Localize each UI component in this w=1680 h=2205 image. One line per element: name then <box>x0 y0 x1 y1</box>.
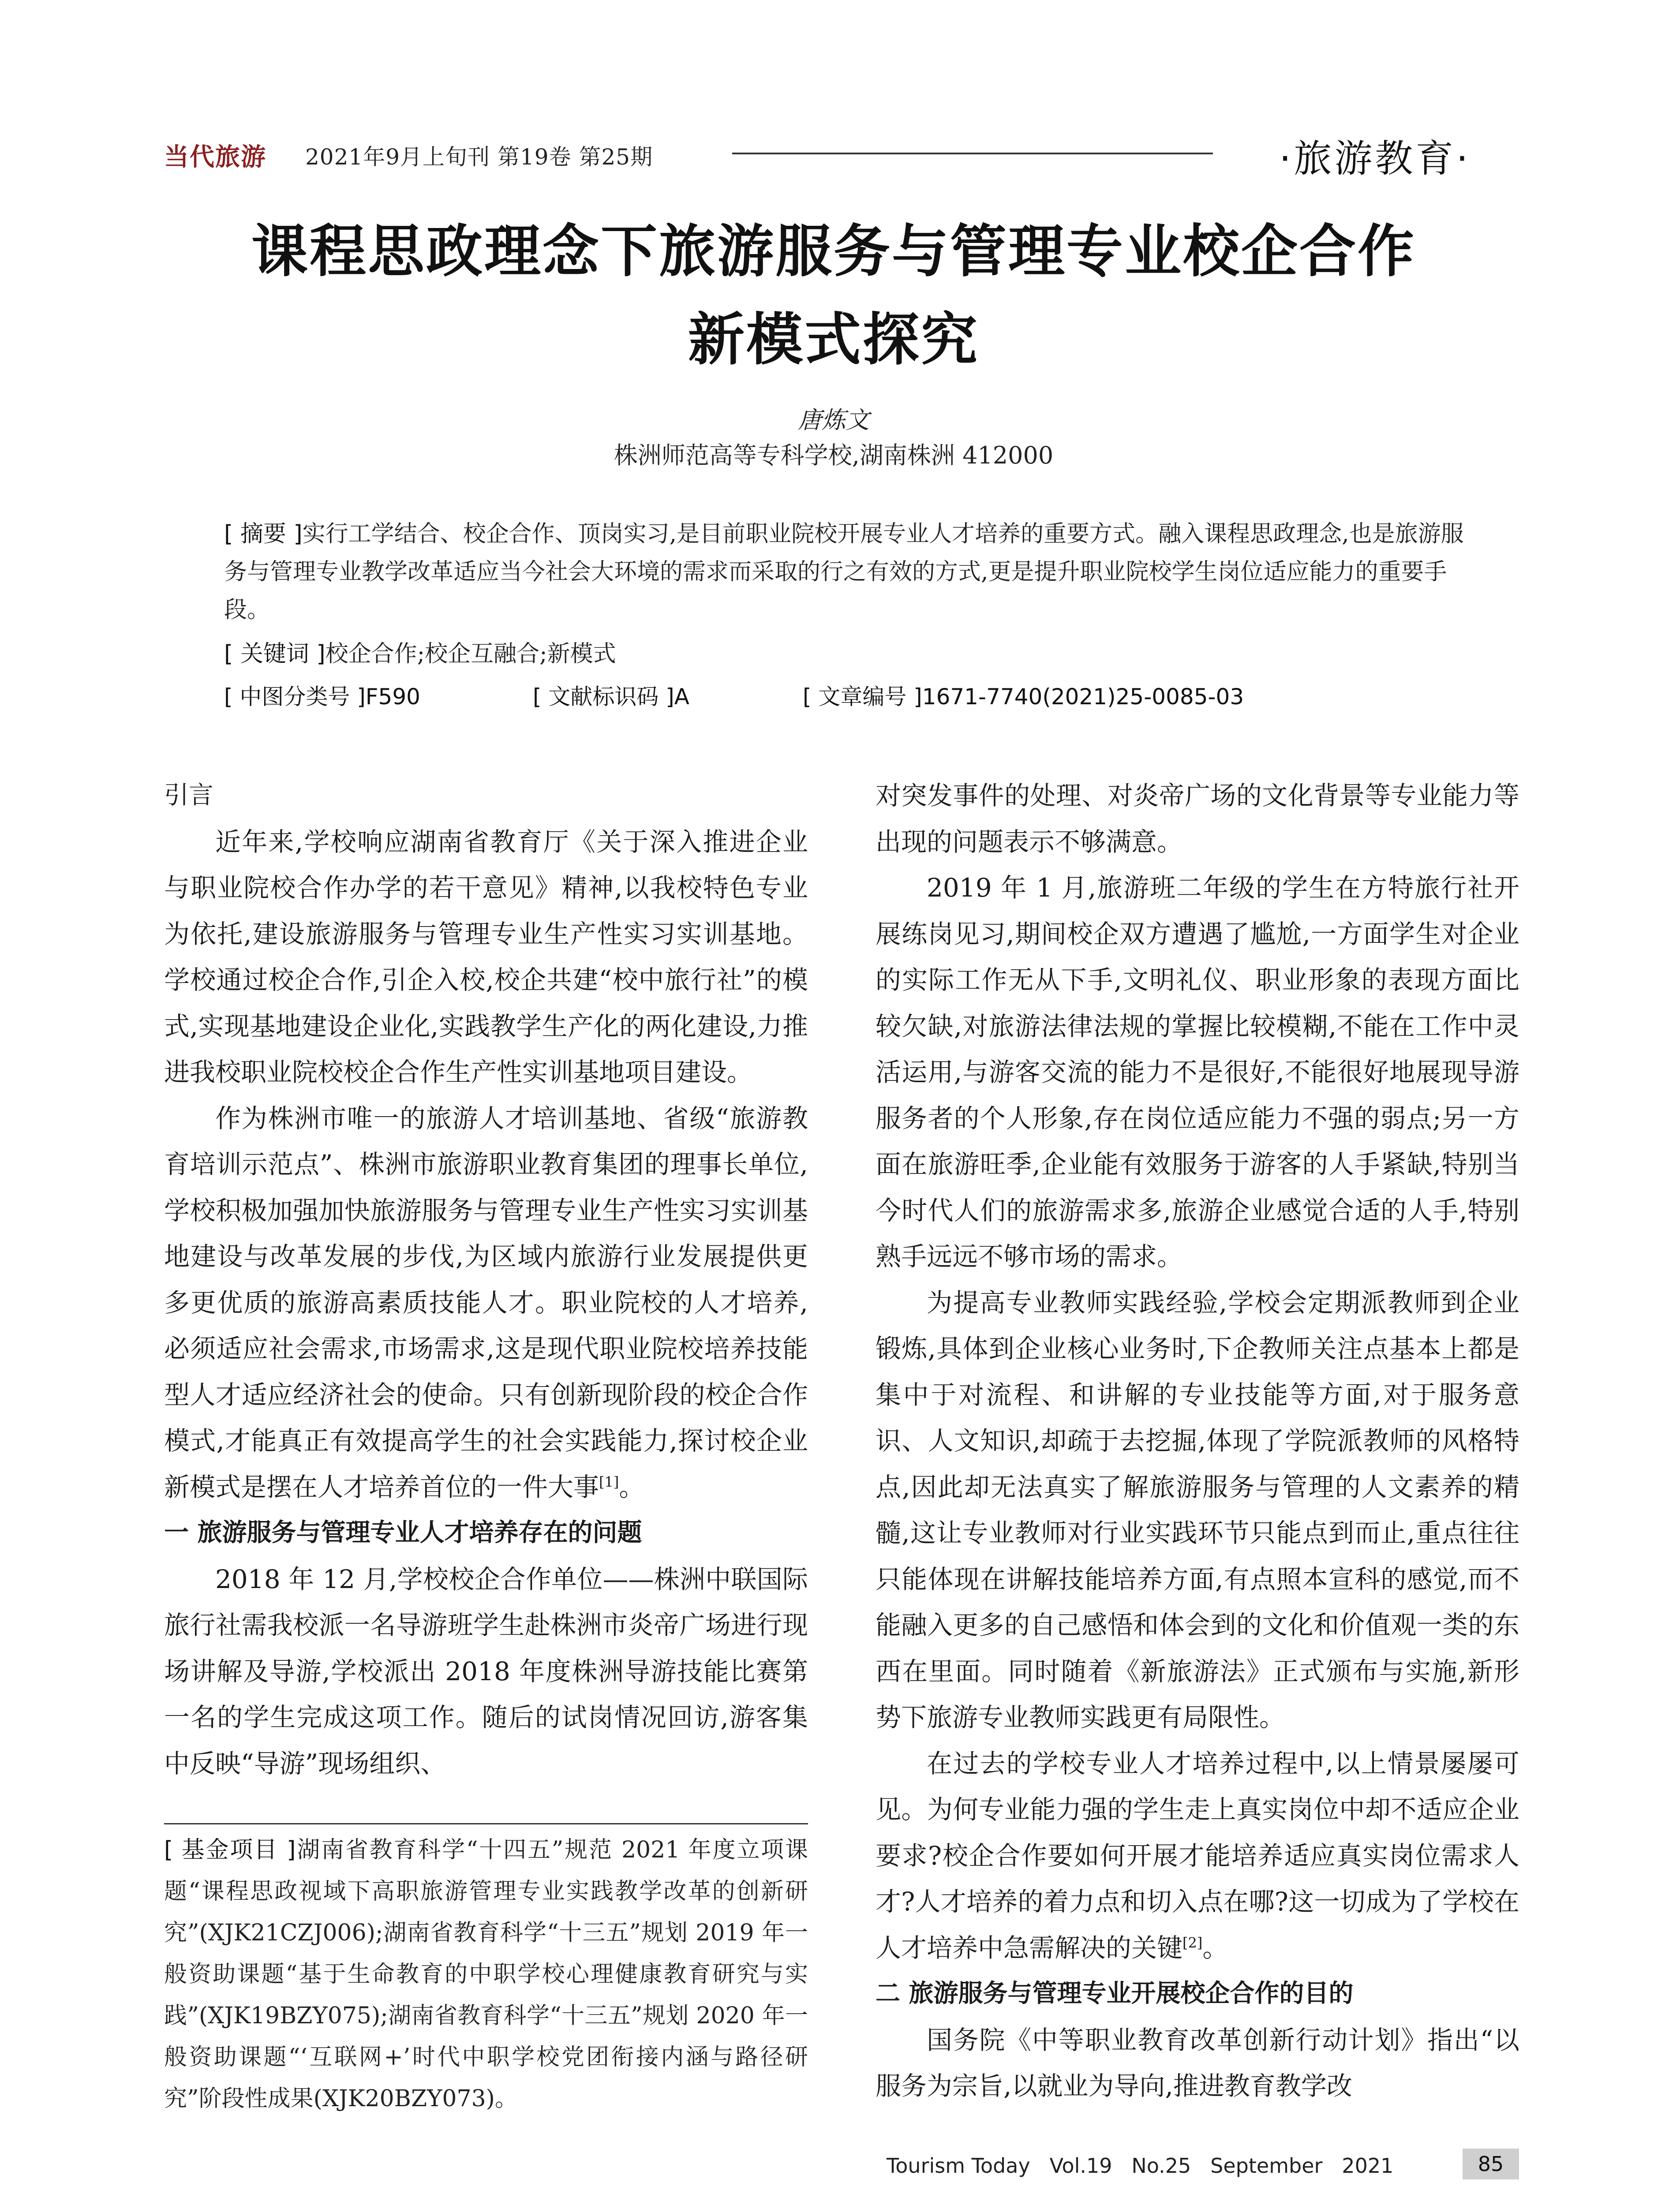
paragraph <box>876 1741 1519 1971</box>
paragraph: 为提高专业教师实践经验,学校会定期派教师到企业锻炼,具体到企业核心业务时,下企教师关注点基本上都是集中于对流程、和讲解的专业技能等方面,对于服务意识、人文知识,却疏于去挖掘,体现了学院派教师的风格特点,因此却无法真实了解旅游服务与管理的人文素养的精髓,这让专业教师对行业实践环节只能点到而止,重点往往只能体现在讲解技能培养方面,有点照本宣科的感觉,而不能融入更多的自己感悟和体会到的文化和价值观一类的东西在里面。同时随着《新旅游法》正式颁布与实施,新形势下旅游专业教师实践更有局限性。 <box>876 1287 1519 1732</box>
document-code: [ 文献标识码 ]A <box>533 684 690 710</box>
author-affiliation: 株洲师范高等专科学校,湖南株洲 412000 <box>614 441 1054 469</box>
title-line-1: 课程思政理念下旅游服务与管理专业校企合作 <box>251 218 1416 284</box>
intro-heading: 引言 <box>164 781 213 810</box>
article-title <box>132 207 1535 384</box>
header-rule <box>732 153 1213 154</box>
page-number: 85 <box>1463 2149 1519 2179</box>
paragraph: 2018 年 12 月,学校校企合作单位——株洲中联国际旅行社需我校派一名导游班学生赴株洲市炎帝广场进行现场讲解及导游,学校派出 2018 年度株洲导游技能比赛第一名的学生完成这项工作。随后的试岗情况回访,游客集中反映“导游”现场组织、 <box>164 1564 808 1779</box>
keywords <box>224 635 1477 673</box>
title-line-2: 新模式探究 <box>688 306 979 373</box>
footnote-rule <box>164 1823 808 1824</box>
abstract-tag: [ 摘要 ] <box>224 521 303 547</box>
issue-info: 2021年9月上旬刊 第19卷 第25期 <box>305 144 653 170</box>
right-column <box>876 773 1519 2109</box>
clc-number: [ 中图分类号 ]F590 <box>224 684 420 710</box>
keywords-text: 校企合作;校企互融合;新模式 <box>325 641 616 667</box>
fund-tag: [ 基金项目 ] <box>164 1837 296 1863</box>
keywords-tag: [ 关键词 ] <box>224 641 326 667</box>
paragraph <box>164 1095 808 1510</box>
paragraph: 近年来,学校响应湖南省教育厅《关于深入推进企业与职业院校合作办学的若干意见》精神,以我校特色专业为依托,建设旅游服务与管理专业生产性实习实训基地。学校通过校企合作,引企入校,校企共建“校中旅行社”的模式,实现基地建设企业化,实践教学生产化的两化建设,力推进我校职业院校校企合作生产性实训基地项目建设。 <box>164 826 808 1087</box>
paragraph-end: 。 <box>619 1472 645 1502</box>
section-heading-2: 二 旅游服务与管理专业开展校企合作的目的 <box>876 1979 1354 2008</box>
fund-text: 湖南省教育科学“十四五”规范 2021 年度立项课题“课程思政视域下高职旅游管理专业实践教学改革的创新研究”(XJK21CZJ006);湖南省教育科学“十三五”规划 2019 年一般资助课题“基于生命教育的中职学校心理健康教育研究与实践”(XJK19BZY075);湖南省教育科学“十三五”规划 2020 年一般资助课题“‘互联网+’时代中职学校党团衔接内涵与路径研究”阶段性成果(XJK20BZY073)。 <box>164 1837 808 2112</box>
section-heading-1: 一 旅游服务与管理专业人才培养存在的问题 <box>164 1518 642 1547</box>
journal-name: 当代旅游 <box>164 142 266 172</box>
citation-ref: [1] <box>599 1473 619 1491</box>
abstract <box>224 515 1477 629</box>
section-label: ·旅游教育· <box>1279 137 1471 181</box>
paragraph: 国务院《中等职业教育改革创新行动计划》指出“以服务为宗旨,以就业为导向,推进教育教学改 <box>876 2025 1519 2101</box>
paragraph: 2019 年 1 月,旅游班二年级的学生在方特旅行社开展练岗见习,期间校企双方遭遇了尴尬,一方面学生对企业的实际工作无从下手,文明礼仪、职业形象的表现方面比较欠缺,对旅游法律法规的掌握比较模糊,不能在工作中灵活运用,与游客交流的能力不是很好,不能很好地展现导游服务者的个人形象,存在岗位适应能力不强的弱点;另一方面在旅游旺季,企业能有效服务于游客的人手紧缺,特别当今时代人们的旅游需求多,旅游企业感觉合适的人手,特别熟手远远不够市场的需求。 <box>876 873 1519 1271</box>
left-column <box>164 773 808 1786</box>
footer-citation: Tourism Today Vol.19 No.25 September 2021 <box>887 2154 1394 2178</box>
paragraph-text: 作为株洲市唯一的旅游人才培训基地、省级“旅游教育培训示范点”、株洲市旅游职业教育集团的理事长单位,学校积极加强加快旅游服务与管理专业生产性实习实训基地建设与改革发展的步伐,为区域内旅游行业发展提供更多更优质的旅游高素质技能人才。职业院校的人才培养,必须适应社会需求,市场需求,这是现代职业院校培养技能型人才适应经济社会的使命。只有创新现阶段的校企合作模式,才能真正有效提高学生的社会实践能力,探讨校企业新模式是摆在人才培养首位的一件大事 <box>164 1103 808 1502</box>
abstract-text: 实行工学结合、校企合作、顶岗实习,是目前职业院校开展专业人才培养的重要方式。融入课程思政理念,也是旅游服务与管理专业教学改革适应当今社会大环境的需求而采取的行之有效的方式,更是提升职业院校学生岗位适应能力的重要手段。 <box>224 521 1464 623</box>
paragraph-end: 。 <box>1202 1932 1228 1963</box>
author-name: 唐炼文 <box>798 406 869 434</box>
paragraph-text: 在过去的学校专业人才培养过程中,以上情景屡屡可见。为何专业能力强的学生走上真实岗位中却不适应企业要求?校企合作要如何开展才能培养适应真实岗位需求人才?人才培养的着力点和切入点在哪?这一切成为了学校在人才培养中急需解决的关键 <box>876 1748 1519 1963</box>
paragraph: 对突发事件的处理、对炎帝广场的文化背景等专业能力等出现的问题表示不够满意。 <box>876 781 1519 857</box>
fund-note <box>164 1829 808 2119</box>
citation-ref: [2] <box>1182 1934 1203 1951</box>
article-number: [ 文章编号 ]1671-7740(2021)25-0085-03 <box>803 684 1244 710</box>
